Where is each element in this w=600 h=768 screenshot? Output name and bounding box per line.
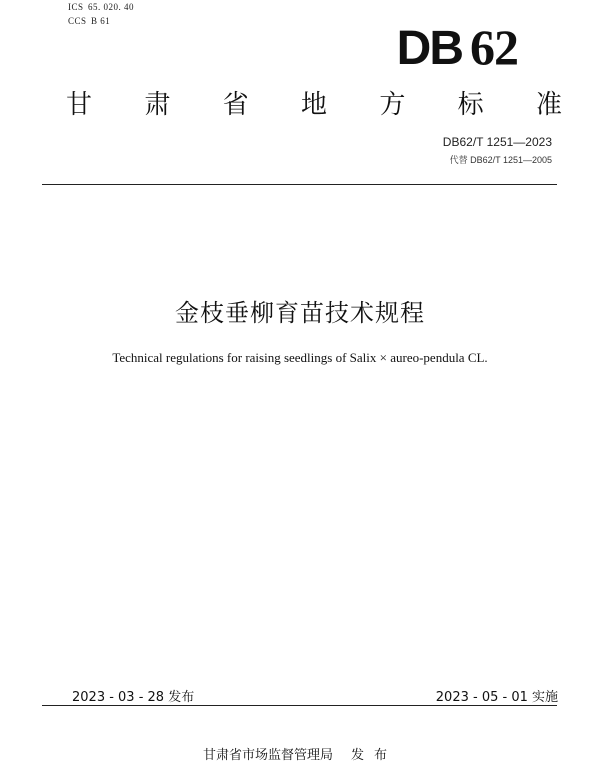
footer-divider bbox=[42, 705, 557, 706]
effective-date: 2023 - 05 - 01 实施 bbox=[435, 690, 558, 705]
ccs-code: B 61 bbox=[91, 16, 111, 26]
ics-label: ICS bbox=[68, 2, 84, 12]
publisher-line bbox=[0, 744, 600, 763]
ccs-label: CCS bbox=[68, 16, 87, 26]
issue-date: 2023 - 03 - 28 发布 bbox=[72, 690, 195, 705]
logo-number: 62 bbox=[470, 19, 518, 75]
standard-type-char: 省 bbox=[222, 89, 249, 120]
replaces-standard: 代替 DB62/T 1251—2005 bbox=[449, 155, 552, 165]
standard-type-char: 标 bbox=[457, 89, 484, 120]
standard-identifiers bbox=[443, 135, 552, 166]
document-title-cn: 金枝垂柳育苗技术规程 bbox=[175, 299, 425, 327]
standard-number: DB62/T 1251—2023 bbox=[442, 135, 552, 149]
ics-line bbox=[68, 0, 134, 14]
logo-letters: DB bbox=[396, 22, 462, 75]
publisher-action: 发布 bbox=[351, 748, 398, 763]
ccs-line bbox=[68, 14, 134, 28]
standard-type-char: 准 bbox=[535, 89, 562, 120]
header-divider bbox=[42, 184, 557, 185]
standard-type-char: 方 bbox=[379, 89, 406, 120]
document-title-en: Technical regulations for raising seedlings of Salix × aureo-pendula CL. bbox=[112, 350, 488, 365]
standard-type-char: 肃 bbox=[144, 89, 171, 120]
db62-logo bbox=[397, 18, 518, 78]
standard-type-title bbox=[66, 84, 562, 120]
standard-type-char: 甘 bbox=[66, 89, 93, 120]
publisher-org: 甘肃省市场监督管理局 bbox=[202, 748, 333, 763]
classification-codes bbox=[68, 0, 134, 28]
standard-type-char: 地 bbox=[300, 89, 327, 120]
ics-code: 65. 020. 40 bbox=[88, 2, 135, 12]
